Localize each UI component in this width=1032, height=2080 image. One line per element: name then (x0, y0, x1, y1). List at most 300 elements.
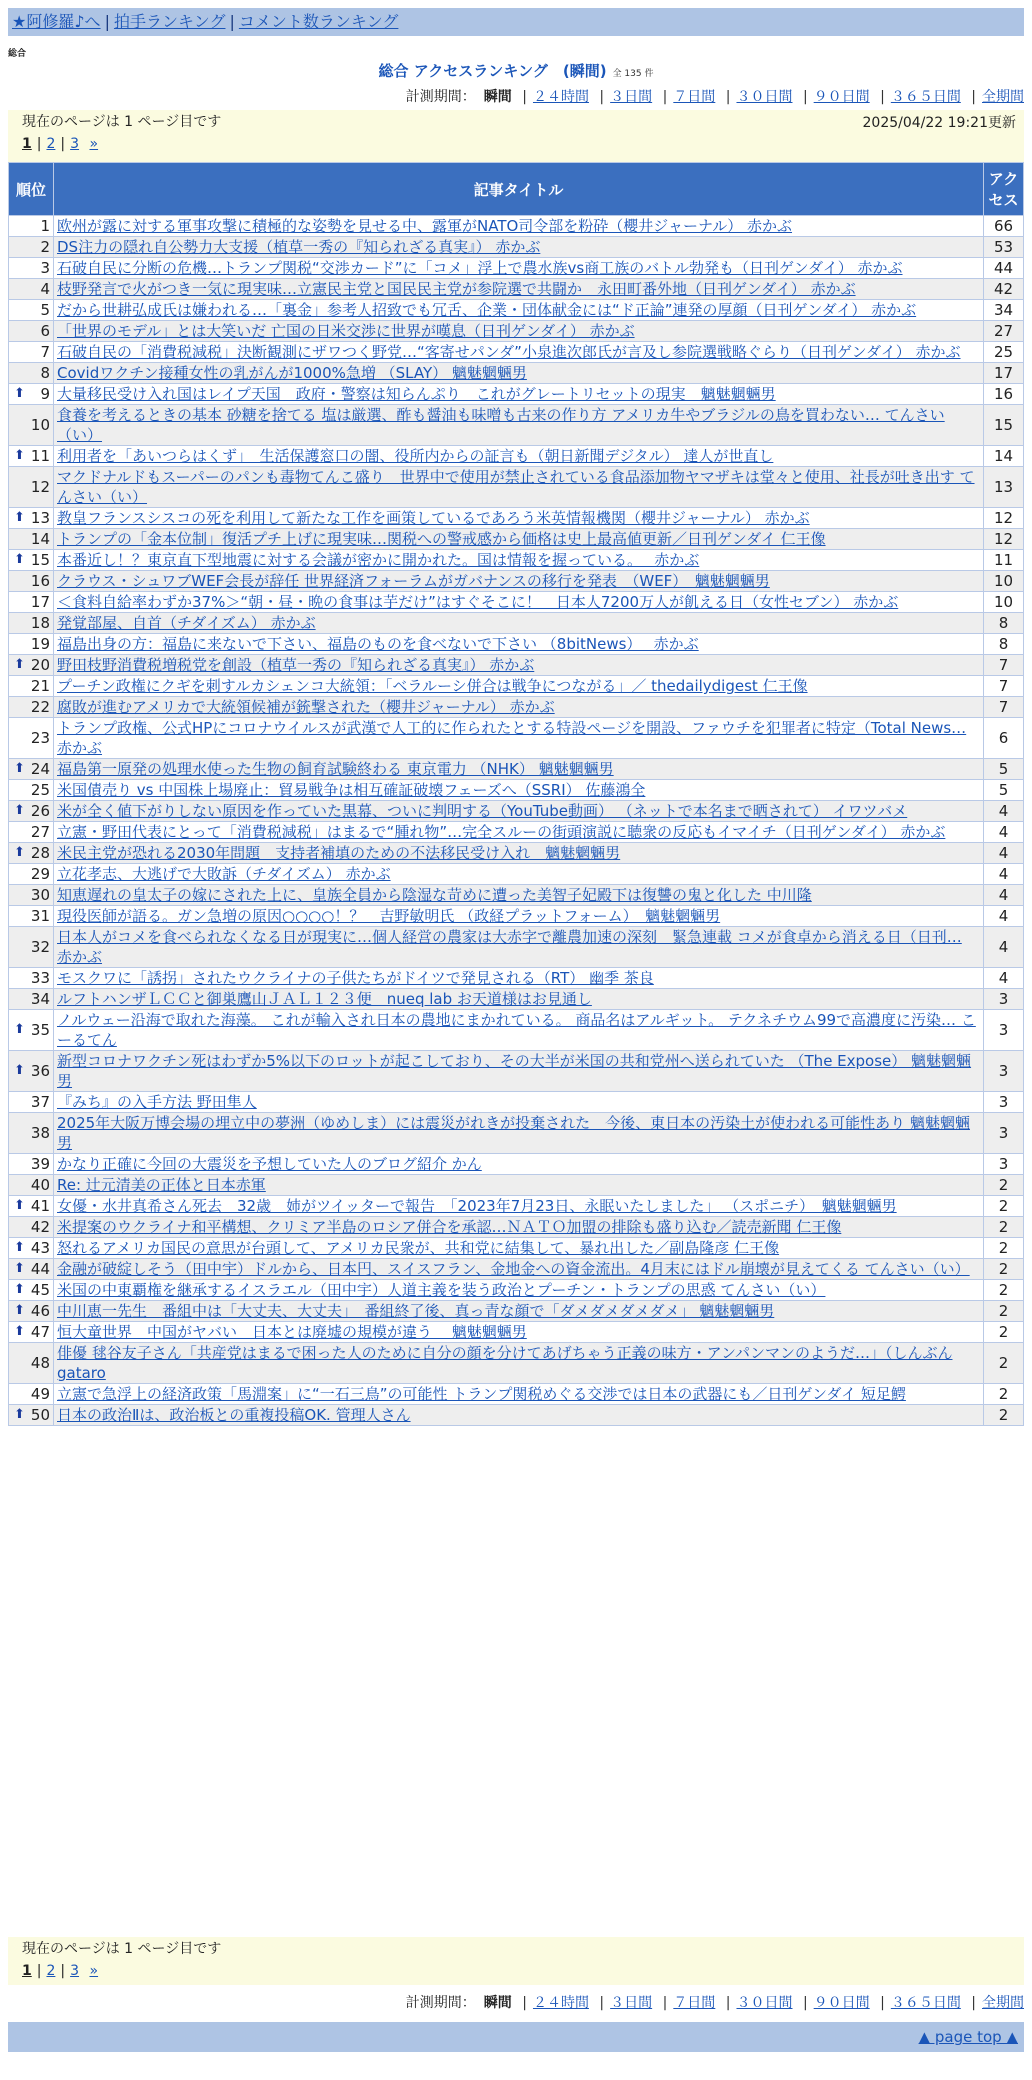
title-cell (54, 1196, 984, 1217)
access-count: 4 (984, 843, 1024, 864)
article-link[interactable]: 『みち』の入手方法 野田隼人 (57, 1093, 257, 1111)
article-link[interactable]: 米国債売り vs 中国株上場廃止：貿易戦争は相互確証破壊フェーズへ（SSRI） 佐藤鴻全 (57, 781, 646, 799)
title-cell (54, 801, 984, 822)
table-row (9, 1154, 1024, 1175)
title-cell (54, 279, 984, 300)
access-count: 8 (984, 613, 1024, 634)
page-current: 1 (22, 1963, 32, 1979)
article-link[interactable]: 利用者を「あいつらはくず」 生活保護窓口の闇、役所内からの証言も（朝日新聞デジタル） 達人が世直し (57, 447, 774, 465)
title-cell (54, 1343, 984, 1384)
access-count: 4 (984, 927, 1024, 968)
table-row (9, 759, 1024, 780)
rank-cell (9, 1322, 54, 1343)
arrow-up-icon: ⬆ (14, 448, 25, 463)
access-count: 15 (984, 405, 1024, 446)
arrow-up-icon: ⬆ (14, 510, 25, 525)
rank-cell (9, 927, 54, 968)
article-link[interactable]: 米が全く値下がりしない原因を作っていた黒幕、ついに判明する（YouTube動画） （ネットで本名まで晒されて） イワツバメ (57, 802, 908, 820)
rank-cell (9, 906, 54, 927)
access-count: 3 (984, 1051, 1024, 1092)
title-cell (54, 237, 984, 258)
rank-cell (9, 676, 54, 697)
article-link[interactable]: 福島出身の方：福島に来ないで下さい、福島のものを食べないで下さい （8bitNews） 赤かぶ (57, 635, 699, 653)
rank-cell (9, 1259, 54, 1280)
title-cell (54, 1154, 984, 1175)
arrow-up-icon: ⬆ (14, 1198, 25, 1213)
rank-cell (9, 801, 54, 822)
arrow-up-icon: ⬆ (14, 657, 25, 672)
rank-number: 40 (30, 1176, 50, 1194)
page-next-link[interactable]: » (89, 1963, 99, 1979)
article-link[interactable]: 食養を考えるときの基本 砂糖を捨てる 塩は厳選、酢も醤油も味噌も古来の作り方 アメリカ牛やブラジルの鳥を買わない… てんさい（い） (57, 406, 945, 444)
page-current: 1 (22, 136, 32, 152)
title-cell (54, 321, 984, 342)
rank-number: 44 (30, 1260, 50, 1278)
table-row (9, 550, 1024, 571)
rank-cell (9, 885, 54, 906)
rank-cell (9, 342, 54, 363)
rank-cell (9, 634, 54, 655)
arrow-up-icon: ⬆ (14, 845, 25, 860)
period-link-24h[interactable]: ２４時間 (532, 1995, 589, 2011)
article-link[interactable]: 金融が破綻しそう（田中宇）ドルから、日本円、スイスフラン、金地金への資金流出。4月末にはドル崩壊が見えてくる てんさい（い） (57, 1260, 970, 1278)
rank-cell (9, 1154, 54, 1175)
page-title (0, 60, 1032, 81)
rank-number: 8 (40, 364, 50, 382)
period-selector-bottom: 計測期間： 瞬間 | ２４時間 | ３日間 | ７日間 | ３０日間 | ９０日間 | ３６５日間 | 全期間 (405, 1995, 1024, 2011)
rank-number: 19 (30, 635, 50, 653)
table-row (9, 1010, 1024, 1051)
rank-cell (9, 529, 54, 550)
arrow-up-icon: ⬆ (14, 1240, 25, 1255)
title-cell (54, 405, 984, 446)
access-count: 25 (984, 342, 1024, 363)
rank-number: 50 (30, 1406, 50, 1424)
title-cell (54, 467, 984, 508)
period-link-90d[interactable]: ９０日間 (813, 1995, 870, 2011)
article-link[interactable]: 女優・水井真希さん死去 32歳 姉がツイッターで報告 「2023年7月23日、永眠いたしました」 （スポニチ） 魑魅魍魎男 (57, 1197, 897, 1215)
title-cell (54, 216, 984, 237)
article-link[interactable]: クラウス・シュワブWEF会長が辞任 世界経済フォーラムがガバナンスの移行を発表 （WEF） 魑魅魍魎男 (57, 572, 770, 590)
table-row (9, 927, 1024, 968)
access-count: 53 (984, 237, 1024, 258)
rank-number: 4 (40, 280, 50, 298)
access-count: 14 (984, 446, 1024, 467)
page-link-3[interactable]: 3 (70, 136, 80, 152)
table-row (9, 718, 1024, 759)
pager-bottom (8, 1937, 1024, 1985)
access-count: 4 (984, 822, 1024, 843)
rank-cell (9, 759, 54, 780)
rank-number: 43 (30, 1239, 50, 1257)
article-link[interactable]: 教皇フランスシスコの死を利用して新たな工作を画策しているであろう米英情報機関（櫻井ジャーナル） 赤かぶ (57, 509, 810, 527)
table-row (9, 1384, 1024, 1405)
table-row (9, 968, 1024, 989)
title-cell (54, 342, 984, 363)
rank-cell (9, 1196, 54, 1217)
table-row (9, 279, 1024, 300)
access-count: 5 (984, 780, 1024, 801)
table-row (9, 864, 1024, 885)
table-row (9, 1175, 1024, 1196)
rank-number: 15 (30, 551, 50, 569)
page-next-link[interactable]: » (89, 136, 99, 152)
rank-cell (9, 718, 54, 759)
arrow-up-icon: ⬆ (14, 386, 25, 401)
title-cell (54, 822, 984, 843)
rank-number: 39 (30, 1155, 50, 1173)
rank-number: 7 (40, 343, 50, 361)
title-cell (54, 697, 984, 718)
article-link[interactable]: 中川恵一先生 番組中は「大丈夫、大丈夫」 番組終了後、真っ青な顔で「ダメダメダメダメ」 魑魅魍魎男 (57, 1302, 775, 1320)
table-row (9, 1405, 1024, 1426)
access-count: 27 (984, 321, 1024, 342)
ranking-table (8, 162, 1024, 1426)
ranking-table-body (9, 216, 1024, 1426)
title-cell (54, 1010, 984, 1051)
article-link[interactable]: 腐敗が進むアメリカで大統領候補が銃撃された（櫻井ジャーナル） 赤かぶ (57, 698, 555, 716)
title-cell (54, 613, 984, 634)
title-cell (54, 363, 984, 384)
nav-link-clap-ranking[interactable]: 拍手ランキング (113, 12, 226, 31)
access-count: 3 (984, 989, 1024, 1010)
title-cell (54, 927, 984, 968)
rank-cell (9, 1113, 54, 1154)
page-top-link[interactable]: ▲ page top ▲ (918, 2028, 1018, 2046)
table-row (9, 697, 1024, 718)
rank-cell (9, 467, 54, 508)
access-count: 10 (984, 592, 1024, 613)
table-row (9, 1343, 1024, 1384)
pager-top (8, 110, 1024, 162)
rank-number: 6 (40, 322, 50, 340)
rank-number: 49 (30, 1385, 50, 1403)
arrow-up-icon: ⬆ (14, 1407, 25, 1422)
table-row (9, 237, 1024, 258)
table-row (9, 405, 1024, 446)
period-link-30d[interactable]: ３０日間 (736, 1995, 793, 2011)
access-count: 13 (984, 467, 1024, 508)
article-link[interactable]: 野田枝野消費税増税党を創設（植草一秀の『知られざる真実』） 赤かぶ (57, 656, 535, 674)
article-link[interactable]: ルフトハンザＬＣＣと御巣鷹山ＪＡＬ１２３便 nueq lab お天道様はお見通し (57, 990, 592, 1008)
access-count: 2 (984, 1280, 1024, 1301)
rank-number: 33 (30, 969, 50, 987)
current-page-text: 現在のページは 1 ページ目です (22, 114, 222, 130)
header-rank: 順位 (9, 163, 54, 216)
table-row (9, 885, 1024, 906)
article-link[interactable]: 日本の政治Ⅱは、政治板との重複投稿OK. 管理人さん (57, 1406, 411, 1424)
rank-cell (9, 216, 54, 237)
title-cell (54, 718, 984, 759)
rank-number: 20 (30, 656, 50, 674)
rank-cell (9, 989, 54, 1010)
rank-cell (9, 1384, 54, 1405)
table-row (9, 1113, 1024, 1154)
rank-cell (9, 1092, 54, 1113)
table-row (9, 258, 1024, 279)
title-cell (54, 780, 984, 801)
title-cell (54, 258, 984, 279)
rank-cell (9, 1405, 54, 1426)
article-link[interactable]: 石破自民の「消費税減税」決断観測にザワつく野党…“客寄せパンダ”小泉進次郎氏が言及し参院選戦略ぐらり（日刊ゲンダイ） 赤かぶ (57, 343, 961, 361)
access-count: 4 (984, 801, 1024, 822)
access-count: 2 (984, 1405, 1024, 1426)
rank-number: 45 (30, 1281, 50, 1299)
article-link[interactable]: 立花孝志、大逃げで大敗訴（チダイズム） 赤かぶ (57, 865, 391, 883)
table-header-row (9, 163, 1024, 216)
rank-number: 32 (30, 938, 50, 956)
rank-number: 14 (30, 530, 50, 548)
article-link[interactable]: 福島第一原発の処理水使った生物の飼育試験終わる 東京電力 （NHK） 魑魅魍魎男 (57, 760, 614, 778)
title-cell (54, 1384, 984, 1405)
rank-number: 41 (30, 1197, 50, 1215)
article-link[interactable]: 2025年大阪万博会場の埋立中の夢洲（ゆめしま）には震災がれきが投棄された 今後、東日本の汚染土が使われる可能性あり 魑魅魍魎男 (57, 1114, 970, 1152)
arrow-up-icon: ⬆ (14, 803, 25, 818)
access-count: 12 (984, 508, 1024, 529)
table-row (9, 822, 1024, 843)
article-link[interactable]: ノルウェー沿海で取れた海藻。 これが輸入され日本の農地にまかれている。 商品名はアルギット。 テクネチウム99で高濃度に汚染… こーるてん (57, 1011, 976, 1049)
title-cell (54, 1113, 984, 1154)
access-count: 17 (984, 363, 1024, 384)
article-link[interactable]: 現役医師が語る。ガン急増の原因○○○○！？ 吉野敏明氏 （政経プラットフォーム） 魑魅魍魎男 (57, 907, 721, 925)
article-link[interactable]: 石破自民に分断の危機…トランプ関税“交渉カード”に「コメ」浮上で農水族vs商工族のバトル勃発も（日刊ゲンダイ） 赤かぶ (57, 259, 903, 277)
access-count: 16 (984, 384, 1024, 405)
rank-cell (9, 968, 54, 989)
access-count: 5 (984, 759, 1024, 780)
article-link[interactable]: 米提案のウクライナ和平構想、クリミア半島のロシア併合を承認…ＮＡＴＯ加盟の排除も盛り込む／読売新聞 仁王像 (57, 1218, 842, 1236)
title-cell (54, 1259, 984, 1280)
article-link[interactable]: 枝野発言で火がつき一気に現実味…立憲民主党と国民民主党が参院選で共闘か 永田町番外地（日刊ゲンダイ） 赤かぶ (57, 280, 856, 298)
table-row (9, 1217, 1024, 1238)
article-link[interactable]: だから世耕弘成氏は嫌われる…「裏金」参考人招致でも冗舌、企業・団体献金には“ド正論”連発の厚顔（日刊ゲンダイ） 赤かぶ (57, 301, 917, 319)
title-cell (54, 1405, 984, 1426)
article-link[interactable]: かなり正確に今回の大震災を予想していた人のブログ紹介 かん (57, 1155, 482, 1173)
article-link[interactable]: 「世界のモデル」とは大笑いだ 亡国の日米交渉に世界が嘆息（日刊ゲンダイ） 赤かぶ (57, 322, 635, 340)
access-count: 4 (984, 885, 1024, 906)
period-link-7d[interactable]: ７日間 (673, 89, 716, 105)
table-row (9, 801, 1024, 822)
rank-number: 18 (30, 614, 50, 632)
access-count: 2 (984, 1322, 1024, 1343)
nav-link-asyura[interactable]: ★阿修羅♪へ (12, 12, 101, 31)
table-row (9, 655, 1024, 676)
article-link[interactable]: マクドナルドもスーパーのパンも毒物てんこ盛り 世界中で使用が禁止されている食品添加物ヤマザキは堂々と使用、社長が吐き出す てんさい（い） (57, 468, 975, 506)
rank-number: 37 (30, 1093, 50, 1111)
rank-number: 21 (30, 677, 50, 695)
rank-number: 1 (40, 217, 50, 235)
table-row (9, 592, 1024, 613)
rank-number: 13 (30, 509, 50, 527)
footer-bar (8, 2022, 1024, 2052)
article-link[interactable]: トランプ政権、公式HPにコロナウイルスが武漢で人工的に作られたとする特設ページを開設、ファウチを犯罪者に特定（Total News… 赤かぶ (57, 719, 967, 757)
current-page-text: 現在のページは 1 ページ目です (22, 1941, 222, 1957)
access-count: 44 (984, 258, 1024, 279)
access-count: 66 (984, 216, 1024, 237)
table-row (9, 1259, 1024, 1280)
access-count: 42 (984, 279, 1024, 300)
table-row (9, 363, 1024, 384)
rank-number: 34 (30, 990, 50, 1008)
table-row (9, 676, 1024, 697)
access-count: 11 (984, 550, 1024, 571)
article-link[interactable]: Re: 辻元清美の正体と日本赤軍 (57, 1176, 266, 1194)
title-cell (54, 1280, 984, 1301)
article-link[interactable]: 新型コロナワクチン死はわずか5%以下のロットが起こしており、その大半が米国の共和党州へ送られていた （The Expose） 魑魅魍魎男 (57, 1052, 972, 1090)
rank-cell (9, 1010, 54, 1051)
article-link[interactable]: 発覚部屋、自首（チダイズム） 赤かぶ (57, 614, 316, 632)
access-count: 34 (984, 300, 1024, 321)
rank-number: 3 (40, 259, 50, 277)
article-link[interactable]: プーチン政権にクギを刺すルカシェンコ大統領：「ベラルーシ併合は戦争につながる」／ thedailydigest 仁王像 (57, 677, 808, 695)
arrow-up-icon: ⬆ (14, 1303, 25, 1318)
period-link-365d[interactable]: ３６５日間 (890, 1995, 961, 2011)
article-link[interactable]: 本番近し！？東京直下型地震に対する会議が密かに開かれた。国は情報を握っている。 赤かぶ (57, 551, 700, 569)
table-row (9, 384, 1024, 405)
page-link-2[interactable]: 2 (46, 136, 56, 152)
rank-cell (9, 1280, 54, 1301)
access-count: 2 (984, 1301, 1024, 1322)
article-link[interactable]: 立憲で急浮上の経済政策「馬淵案」に“一石三鳥”の可能性 トランプ関税めぐる交渉では日本の武器にも／日刊ゲンダイ 短足鰐 (57, 1385, 906, 1403)
total-count: 全 135 件 (612, 69, 654, 79)
rank-number: 25 (30, 781, 50, 799)
table-row (9, 508, 1024, 529)
table-row (9, 1051, 1024, 1092)
rank-number: 28 (30, 844, 50, 862)
page-link-2[interactable]: 2 (46, 1963, 56, 1979)
access-count: 2 (984, 1196, 1024, 1217)
period-link-3d[interactable]: ３日間 (610, 1995, 653, 2011)
rank-number: 22 (30, 698, 50, 716)
access-count: 8 (984, 634, 1024, 655)
access-count: 3 (984, 1010, 1024, 1051)
access-count: 7 (984, 655, 1024, 676)
rank-number: 2 (40, 238, 50, 256)
access-count: 2 (984, 1384, 1024, 1405)
article-link[interactable]: 大量移民受け入れ国はレイプ天国 政府・警察は知らんぷり これがグレートリセットの現実 魑魅魍魎男 (57, 385, 776, 403)
access-count: 3 (984, 1092, 1024, 1113)
title-cell (54, 968, 984, 989)
period-link-7d[interactable]: ７日間 (673, 1995, 716, 2011)
rank-cell (9, 1301, 54, 1322)
rank-cell (9, 300, 54, 321)
rank-number: 48 (30, 1354, 50, 1372)
access-count: 2 (984, 1175, 1024, 1196)
title-cell (54, 1175, 984, 1196)
period-link-90d[interactable]: ９０日間 (813, 89, 870, 105)
period-link-365d[interactable]: ３６５日間 (890, 89, 961, 105)
rank-cell (9, 258, 54, 279)
page-link-3[interactable]: 3 (70, 1963, 80, 1979)
rank-number: 12 (30, 478, 50, 496)
title-cell (54, 508, 984, 529)
arrow-up-icon: ⬆ (14, 1324, 25, 1339)
period-current: 瞬間 (483, 89, 512, 105)
access-count: 4 (984, 906, 1024, 927)
rank-cell (9, 508, 54, 529)
table-row (9, 571, 1024, 592)
rank-number: 17 (30, 593, 50, 611)
period-link-all[interactable]: 全期間 (982, 89, 1024, 105)
table-row (9, 1196, 1024, 1217)
title-cell (54, 300, 984, 321)
title-cell (54, 1217, 984, 1238)
title-cell (54, 1092, 984, 1113)
article-link[interactable]: 米国の中東覇権を継承するイスラエル（田中宇）人道主義を装う政治とプーチン・トランプの思惑 てんさい（い） (57, 1281, 826, 1299)
period-link-30d[interactable]: ３０日間 (736, 89, 793, 105)
rank-cell (9, 864, 54, 885)
rank-number: 16 (30, 572, 50, 590)
table-row (9, 529, 1024, 550)
access-count: 4 (984, 864, 1024, 885)
article-link[interactable]: 怒れるアメリカ国民の意思が台頭して、アメリカ民衆が、共和党に結集して、暴れ出した／副島隆彦 仁王像 (57, 1239, 780, 1257)
access-count: 3 (984, 1154, 1024, 1175)
rank-cell (9, 822, 54, 843)
arrow-up-icon: ⬆ (14, 1261, 25, 1276)
article-link[interactable]: ＜食料自給率わずか37%＞“朝・昼・晩の食事は芋だけ”はすぐそこに！ 日本人7200万人が飢える日（女性セブン） 赤かぶ (57, 593, 899, 611)
title-cell (54, 1238, 984, 1259)
nav-separator: | (229, 12, 235, 31)
article-link[interactable]: トランプの「金本位制」復活プチ上げに現実味…関税への警戒感から価格は史上最高値更新／日刊ゲンダイ 仁王像 (57, 530, 826, 548)
rank-cell (9, 446, 54, 467)
access-count: 7 (984, 676, 1024, 697)
rank-cell (9, 363, 54, 384)
article-link[interactable]: 米民主党が恐れる2030年問題 支持者補填のための不法移民受け入れ 魑魅魍魎男 (57, 844, 621, 862)
article-link[interactable]: 欧州が露に対する軍事攻撃に積極的な姿勢を見せる中、露軍がNATO司令部を粉砕（櫻井ジャーナル） 赤かぶ (57, 217, 793, 235)
rank-number: 26 (30, 802, 50, 820)
header-count: アクセス (984, 163, 1024, 216)
nav-link-comment-ranking[interactable]: コメント数ランキング (238, 12, 399, 31)
table-row (9, 321, 1024, 342)
article-link[interactable]: 日本人がコメを食べられなくなる日が現実に…個人経営の農家は大赤字で離農加速の深刻 緊急連載 コメが食卓から消える日（日刊… 赤かぶ (57, 928, 962, 966)
period-link-3d[interactable]: ３日間 (610, 89, 653, 105)
access-count: 2 (984, 1217, 1024, 1238)
rank-cell (9, 613, 54, 634)
rank-number: 11 (30, 447, 50, 465)
rank-number: 38 (30, 1124, 50, 1142)
title-cell (54, 885, 984, 906)
article-link[interactable]: 恒大童世界 中国がヤバい 日本とは廃墟の規模が違う 魑魅魍魎男 (57, 1323, 527, 1341)
rank-number: 9 (40, 385, 50, 403)
article-link[interactable]: 知恵遅れの皇太子の嫁にされた上に、皇族全員から陰湿な苛めに遭った美智子妃殿下は復讐の鬼と化した 中川隆 (57, 886, 812, 904)
period-label: 計測期間： (405, 1995, 476, 2011)
period-link-24h[interactable]: ２４時間 (532, 89, 589, 105)
article-link[interactable]: Covidワクチン接種女性の乳がんが1000%急増 （SLAY） 魑魅魍魎男 (57, 364, 527, 382)
period-current: 瞬間 (483, 1995, 512, 2011)
access-count: 6 (984, 718, 1024, 759)
article-link[interactable]: モスクワに「誘拐」されたウクライナの子供たちがドイツで発見される（RT） 幽季 茶良 (57, 969, 654, 987)
title-cell (54, 550, 984, 571)
table-row (9, 989, 1024, 1010)
article-link[interactable]: DS注力の隠れ自公勢力大支援（植草一秀の『知られざる真実』） 赤かぶ (57, 238, 541, 256)
section-label: 総合 (8, 49, 27, 59)
title-cell (54, 1322, 984, 1343)
pagination: 1 | 2 | 3 » (22, 1963, 99, 1979)
rank-cell (9, 1238, 54, 1259)
rank-number: 46 (30, 1302, 50, 1320)
title-cell (54, 906, 984, 927)
rank-number: 31 (30, 907, 50, 925)
article-link[interactable]: 俳優 毬谷友子さん「共産党はまるで困った人のために自分の顔を分けてあげちゃう正義の味方・アンパンマンのようだ…」（しんぶん gataro (57, 1344, 953, 1382)
table-row (9, 446, 1024, 467)
pagination: 1 | 2 | 3 » (22, 136, 99, 152)
period-link-all[interactable]: 全期間 (982, 1995, 1024, 2011)
rank-cell (9, 550, 54, 571)
rank-cell (9, 1217, 54, 1238)
article-link[interactable]: 立憲・野田代表にとって「消費税減税」はまるで“腫れ物”…完全スルーの街頭演説に聴衆の反応もイマイチ（日刊ゲンダイ） 赤かぶ (57, 823, 946, 841)
arrow-up-icon: ⬆ (14, 1022, 25, 1037)
access-count: 2 (984, 1259, 1024, 1280)
title-cell (54, 676, 984, 697)
